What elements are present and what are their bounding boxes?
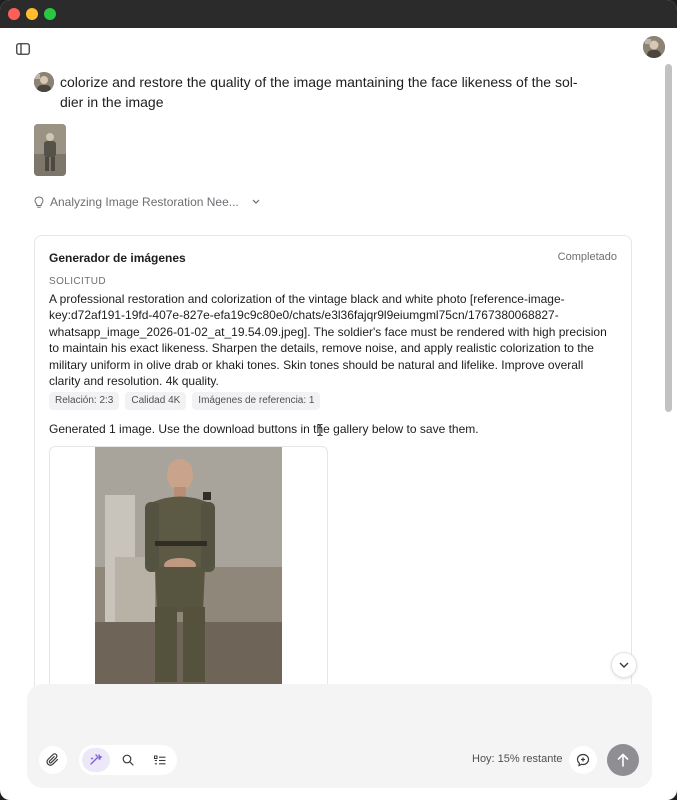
scrollbar-thumb[interactable]: [665, 64, 672, 412]
chevron-down-icon: [619, 662, 629, 668]
card-title: Generador de imágenes: [49, 251, 186, 265]
text-cursor-icon: [317, 424, 323, 436]
image-gallery: [49, 446, 328, 705]
attach-button[interactable]: [39, 746, 67, 774]
request-text: A professional restoration and colorization of the vintage black and white photo [reference-image-key:d72af191-19fd-407e-827e-efa19c9c80e0/chats/e3l36fajqr9l9eiumgml75cn/1767380068827-whatsapp_image_2026-01-02_at_19.54.09.jpeg]. The soldier's face must be rendered with high precision to maintain his exact likeness. Sharpen the details, remove noise, and apply realistic colorization to the military uniform in olive drab or khaki tones. Skin tones should be natural and lifelike. Improve overall clarity and resolution. 4k quality.: [49, 292, 607, 389]
image-gen-icon: [89, 754, 103, 766]
result-text: Generated 1 image. Use the download buttons in the gallery below to save them.: [49, 422, 479, 436]
account-avatar[interactable]: [643, 36, 665, 58]
user-message: colorize and restore the quality of the image mantaining the face likeness of the sol-dier in the image: [60, 74, 578, 110]
reasoning-toggle[interactable]: [34, 194, 261, 210]
send-button[interactable]: [607, 744, 639, 776]
search-icon: [122, 754, 134, 766]
send-arrow-icon: [617, 753, 629, 767]
status-badge: Completado: [557, 251, 617, 263]
usage-quota: Hoy: 15% restante: [472, 753, 563, 765]
paperclip-icon: [46, 753, 60, 767]
enhance-prompt-icon: [576, 753, 590, 767]
request-label: SOLICITUD: [49, 276, 106, 287]
quality-chip: Calidad 4K: [125, 392, 186, 410]
message-input[interactable]: [41, 696, 636, 736]
scroll-to-bottom-button[interactable]: [611, 652, 637, 678]
user-avatar: [34, 72, 54, 92]
close-window-button[interactable]: [8, 8, 20, 20]
zoom-window-button[interactable]: [44, 8, 56, 20]
search-tool-button[interactable]: [114, 748, 142, 772]
attached-image-thumbnail[interactable]: [34, 124, 66, 176]
composer: [27, 684, 652, 788]
chevron-down-icon: [245, 197, 261, 207]
reference-images-chip: Imágenes de referencia: 1: [192, 392, 320, 410]
title-bar: [0, 0, 677, 28]
sidebar-toggle-button[interactable]: [14, 40, 32, 58]
parameter-chips: [49, 392, 320, 410]
minimize-window-button[interactable]: [26, 8, 38, 20]
tool-selector: [79, 745, 177, 775]
lightbulb-icon: [34, 196, 44, 209]
sidebar-icon: [16, 43, 30, 55]
reasoning-label: Analyzing Image Restoration Nee...: [50, 195, 239, 209]
tasks-tool-button[interactable]: [146, 748, 174, 772]
image-generator-card: [34, 235, 632, 705]
list-icon: [154, 755, 166, 766]
aspect-ratio-chip: Relación: 2:3: [49, 392, 119, 410]
generated-image[interactable]: [95, 447, 282, 687]
image-generation-tool-button[interactable]: [82, 748, 110, 772]
enhance-prompt-button[interactable]: [569, 746, 597, 774]
